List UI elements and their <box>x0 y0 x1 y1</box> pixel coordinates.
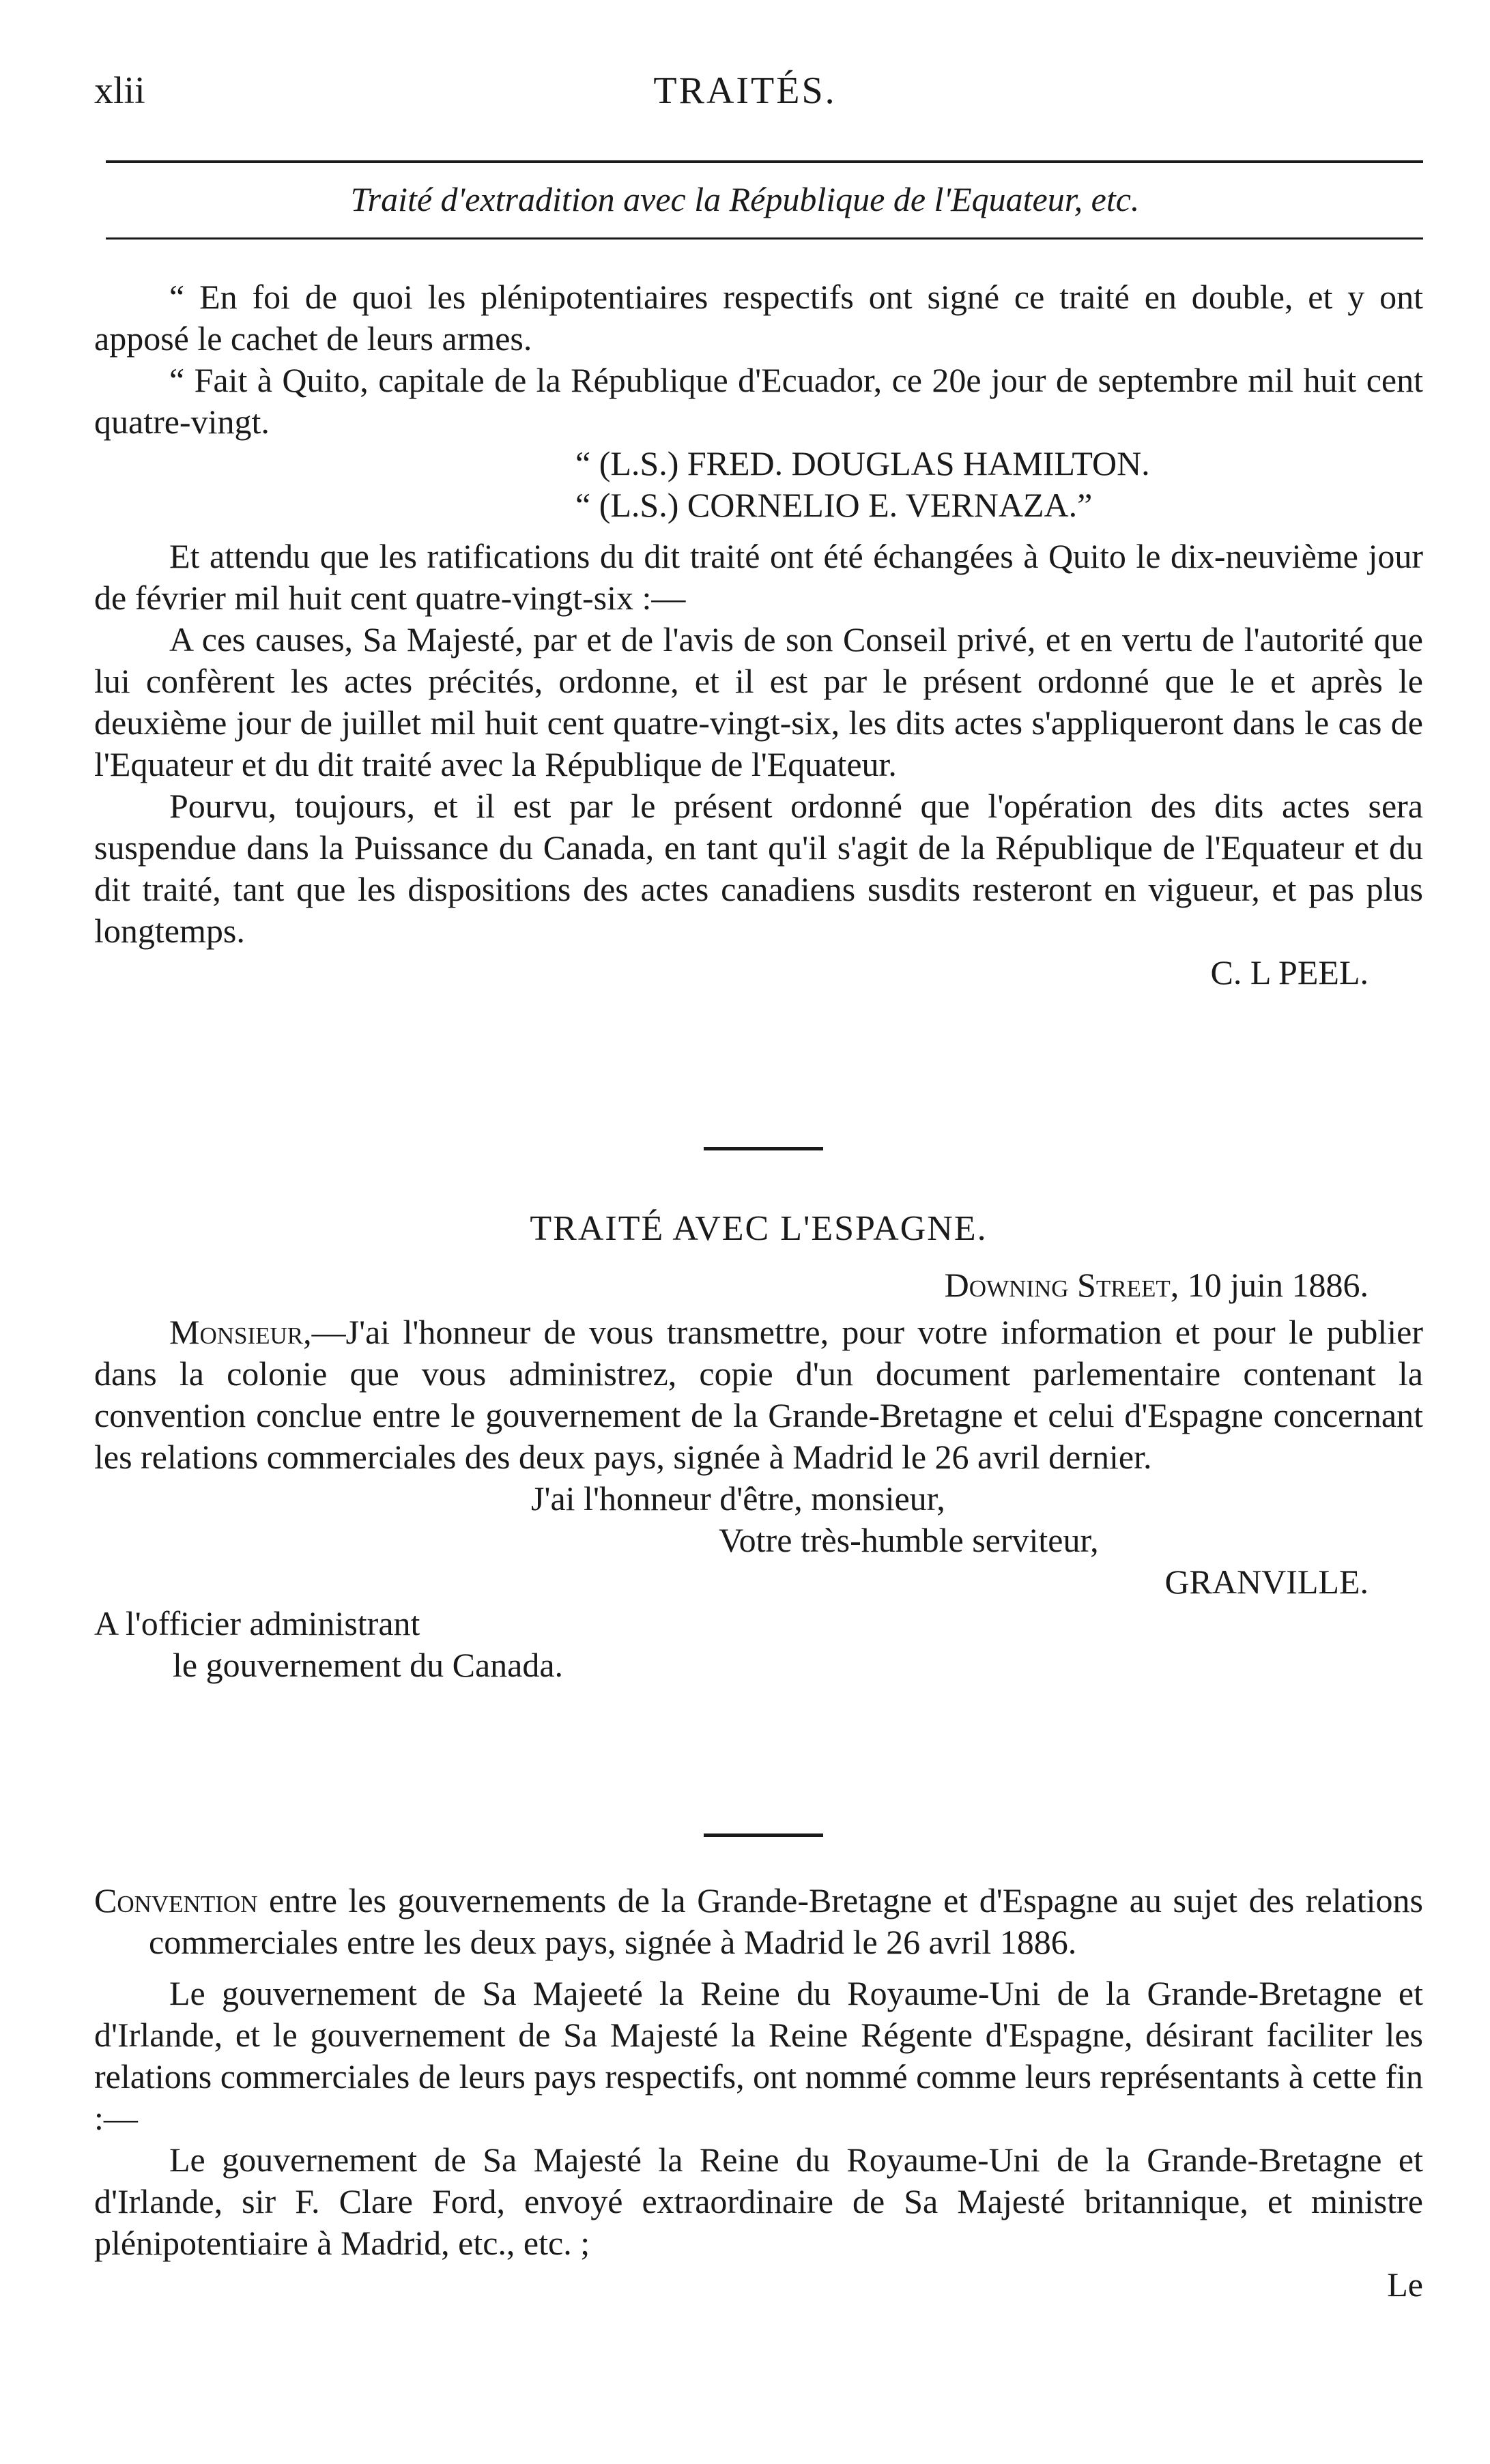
paragraph: Le gouvernement de Sa Majeeté la Reine du Royaume-Uni de la Grande-Bretagne et d'Irlande, et le gouvernement de Sa Majesté la Reine Régente d'Espagne, désirant faciliter les relations commerciales de leurs pays respectifs, ont nommé comme leurs représentants à cette fin :— <box>94 1974 1423 2137</box>
addressee-line: A l'officier administrant <box>94 1604 420 1642</box>
paragraph: Et attendu que les ratifications du dit traité ont été échangées à Quito le dix-neuvième jour de février mil huit cent quatre-vingt-six :— <box>94 537 1423 617</box>
salutation: Monsieur, <box>169 1313 312 1351</box>
extradition-section <box>94 276 1423 994</box>
running-title: Traité d'extradition avec la République de l'Equateur, etc. <box>350 180 1140 218</box>
spain-treaty-section <box>94 1208 1423 1686</box>
paragraph: Pourvu, toujours, et il est par le présent ordonné que l'opération des dits actes sera suspendue dans la Puissance du Canada, en tant qu'il s'agit de la République de l'Equateur et du dit traité, tant que les dispositions des actes canadiens susdits resteront en vigueur, et pas plus longtemps. <box>94 787 1423 950</box>
closing-line: Votre très-humble serviteur, <box>719 1521 1099 1559</box>
paragraph: “ En foi de quoi les plénipotentiaires respectifs ont signé ce traité en double, et y ont apposé le cachet de leurs armes. <box>94 278 1423 358</box>
catchword: Le <box>1387 2265 1423 2304</box>
signature: GRANVILLE. <box>1164 1563 1369 1601</box>
dateline-place: Downing Street, <box>944 1266 1179 1304</box>
section-heading: TRAITÉ AVEC L'ESPAGNE. <box>530 1209 988 1248</box>
header-rule-top <box>106 160 1423 163</box>
paragraph: Le gouvernement de Sa Majesté la Reine du Royaume-Uni de la Grande-Bretagne et d'Irlande, sir F. Clare Ford, envoyé extraordinaire de Sa Majesté britannique, et ministre plénipotentiaire à Madrid, etc., etc. ; <box>94 2141 1423 2262</box>
page-title: TRAITÉS. <box>653 70 837 112</box>
convention-title-text: entre les gouvernements de la Grande-Bretagne et d'Espagne au sujet des relations commerciales entre les deux pays, signée à Madrid le 26 avril 1886. <box>149 1881 1423 1961</box>
header-rule-bottom <box>106 237 1423 240</box>
convention-section <box>94 1880 1423 2306</box>
signatory-line: “ (L.S.) CORNELIO E. VERNAZA.” <box>575 486 1093 524</box>
dateline-date: 10 juin 1886. <box>1187 1266 1369 1304</box>
letter-body <box>94 1311 1423 1478</box>
signatory-line: “ (L.S.) FRED. DOUGLAS HAMILTON. <box>575 444 1150 482</box>
paragraph: A ces causes, Sa Majesté, par et de l'avis de son Conseil privé, et en vertu de l'autorité que lui confèrent les actes précités, ordonne, et il est par le présent ordonné que le et après le deuxième jour de juillet mil huit cent quatre-vingt-six, les dits actes s'appliqueront dans le cas de l'Equateur et du dit traité avec la République de l'Equateur. <box>94 620 1423 783</box>
addressee-line: le gouvernement du Canada. <box>173 1646 564 1684</box>
closing-line: J'ai l'honneur d'être, monsieur, <box>531 1479 945 1518</box>
convention-title-lead: Convention <box>94 1881 258 1919</box>
signature: C. L PEEL. <box>1210 953 1369 991</box>
section-divider <box>704 1833 823 1837</box>
letter-text: —J'ai l'honneur de vous transmettre, pour votre information et pour le publier dans la colonie que vous administrez, copie d'un document parlementaire contenant la convention conclue entre le gouvernement de la Grande-Bretagne et celui d'Espagne concernant les relations commerciales des deux pays, signée à Madrid le 26 avril dernier. <box>94 1313 1423 1476</box>
convention-title <box>94 1880 1423 1963</box>
paragraph: “ Fait à Quito, capitale de la République d'Ecuador, ce 20e jour de septembre mil huit cent quatre-vingt. <box>94 361 1423 441</box>
dateline <box>94 1264 1423 1306</box>
page-number: xlii <box>94 70 145 112</box>
section-divider <box>704 1147 823 1150</box>
